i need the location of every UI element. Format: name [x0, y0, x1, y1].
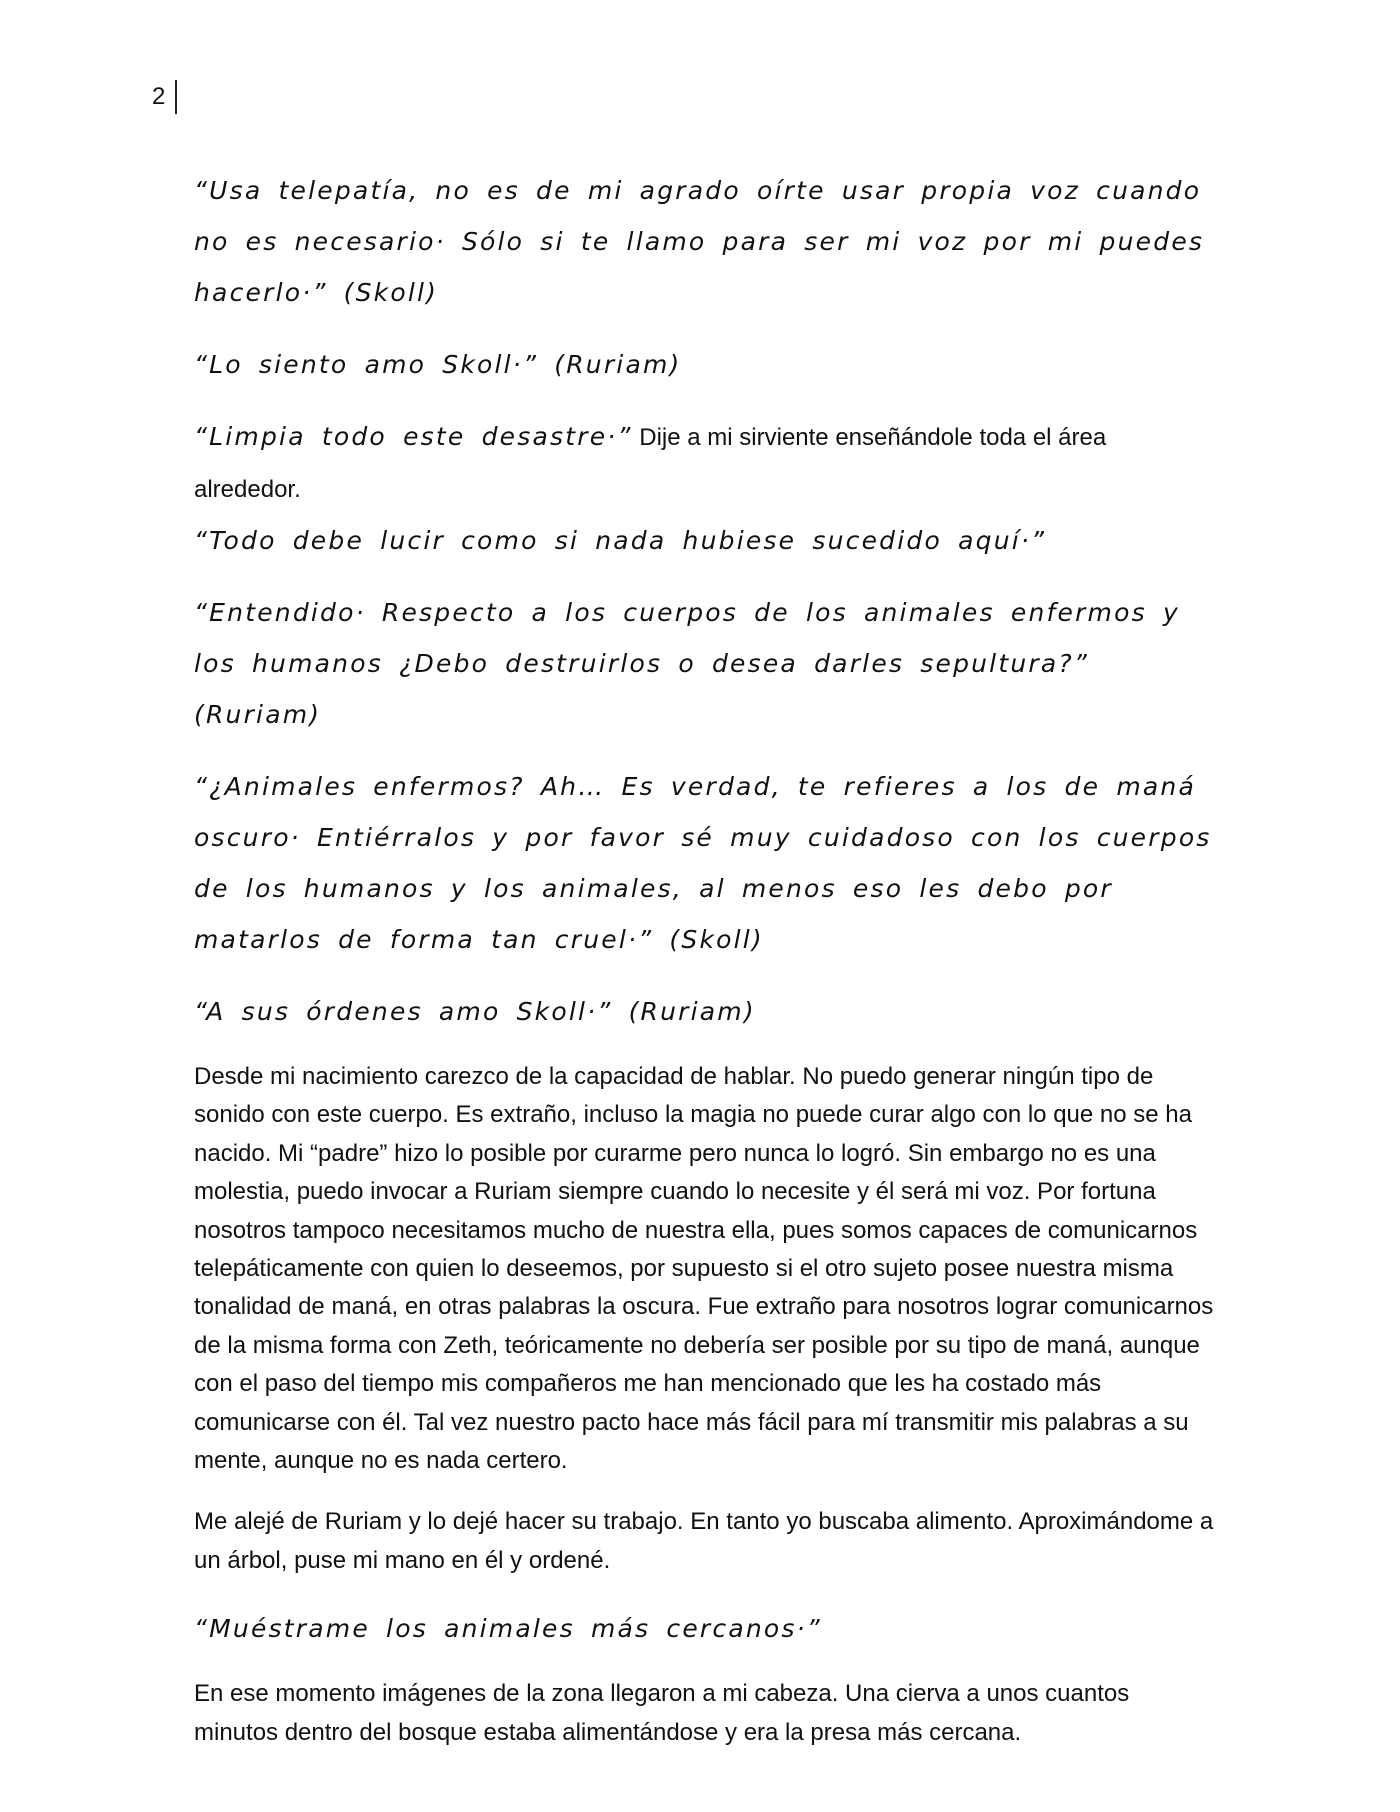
prose-paragraph: Desde mi nacimiento carezco de la capacidad de hablar. No puedo generar ningún tipo de sonido con este cuerpo. Es extraño, incluso la magia no puede curar algo con lo que no se ha nacido. Mi “padre” hizo lo posible por curarme pero nunca lo logró. Sin embargo no es una molestia, puedo invocar a Ruriam siempre cuando lo necesite y él será mi voz. Por fortuna nosotros tampoco necesitamos mucho de nuestra ella, pues somos capaces de comunicarnos telepáticamente con quien lo deseemos, por supuesto si el otro sujeto posee nuestra misma tonalidad de maná, en otras palabras la oscura. Fue extraño para nosotros lograr comunicarnos de la misma forma con Zeth, teóricamente no debería ser posible por su tipo de maná, aunque con el paso del tiempo mis compañeros me han mencionado que les ha costado más comunicarse con él. Tal vez nuestro pacto hace más fácil para mí transmitir mis palabras a su mente, aunque no es nada certero. [194, 1063, 1214, 1475]
dialogue-paragraph: “Muéstrame los animales más cercanos·” [194, 1614, 822, 1644]
dialogue-paragraph: “Entendido· Respecto a los cuerpos de los animales enfermos y los humanos ¿Debo destruirlos o desea darles sepultura?” (Ruriam) [194, 598, 1180, 729]
dialogue-speech: “Todo debe lucir como si nada hubiese sucedido aquí·” [194, 526, 1047, 555]
prose-paragraph: Me alejé de Ruriam y lo dejé hacer su trabajo. En tanto yo buscaba alimento. Aproximándome a un árbol, puse mi mano en él y ordené. [194, 1508, 1214, 1574]
dialogue-paragraph: “¿Animales enfermos? Ah… Es verdad, te refieres a los de maná oscuro· Entiérralos y por favor sé muy cuidadoso con los cuerpos de los humanos y los animales, al menos eso les debo por matarlos de forma tan cruel·” (Skoll) [194, 772, 1212, 954]
page-header [152, 80, 177, 114]
dialogue-speech: “Limpia todo este desastre·” [194, 422, 633, 451]
dialogue-paragraph: “Lo siento amo Skoll·” (Ruriam) [194, 350, 682, 379]
header-divider [175, 80, 177, 114]
dialogue-paragraph: “Usa telepatía, no es de mi agrado oírte usar propia voz cuando no es necesario· Sólo si te llamo para ser mi voz por mi puedes hacerlo·” (Skoll) [194, 176, 1205, 307]
narration-text: Dije a mi sirviente enseñándole toda el área alrededor. [194, 424, 1107, 503]
dialogue-paragraph-mixed [194, 411, 1214, 566]
page-number: 2 [152, 83, 166, 110]
prose-paragraph: En ese momento imágenes de la zona llegaron a mi cabeza. Una cierva a unos cuantos minutos dentro del bosque estaba alimentándose y era la presa más cercana. [194, 1680, 1130, 1746]
page-body [194, 165, 1214, 1775]
dialogue-paragraph: “A sus órdenes amo Skoll·” (Ruriam) [194, 997, 756, 1026]
